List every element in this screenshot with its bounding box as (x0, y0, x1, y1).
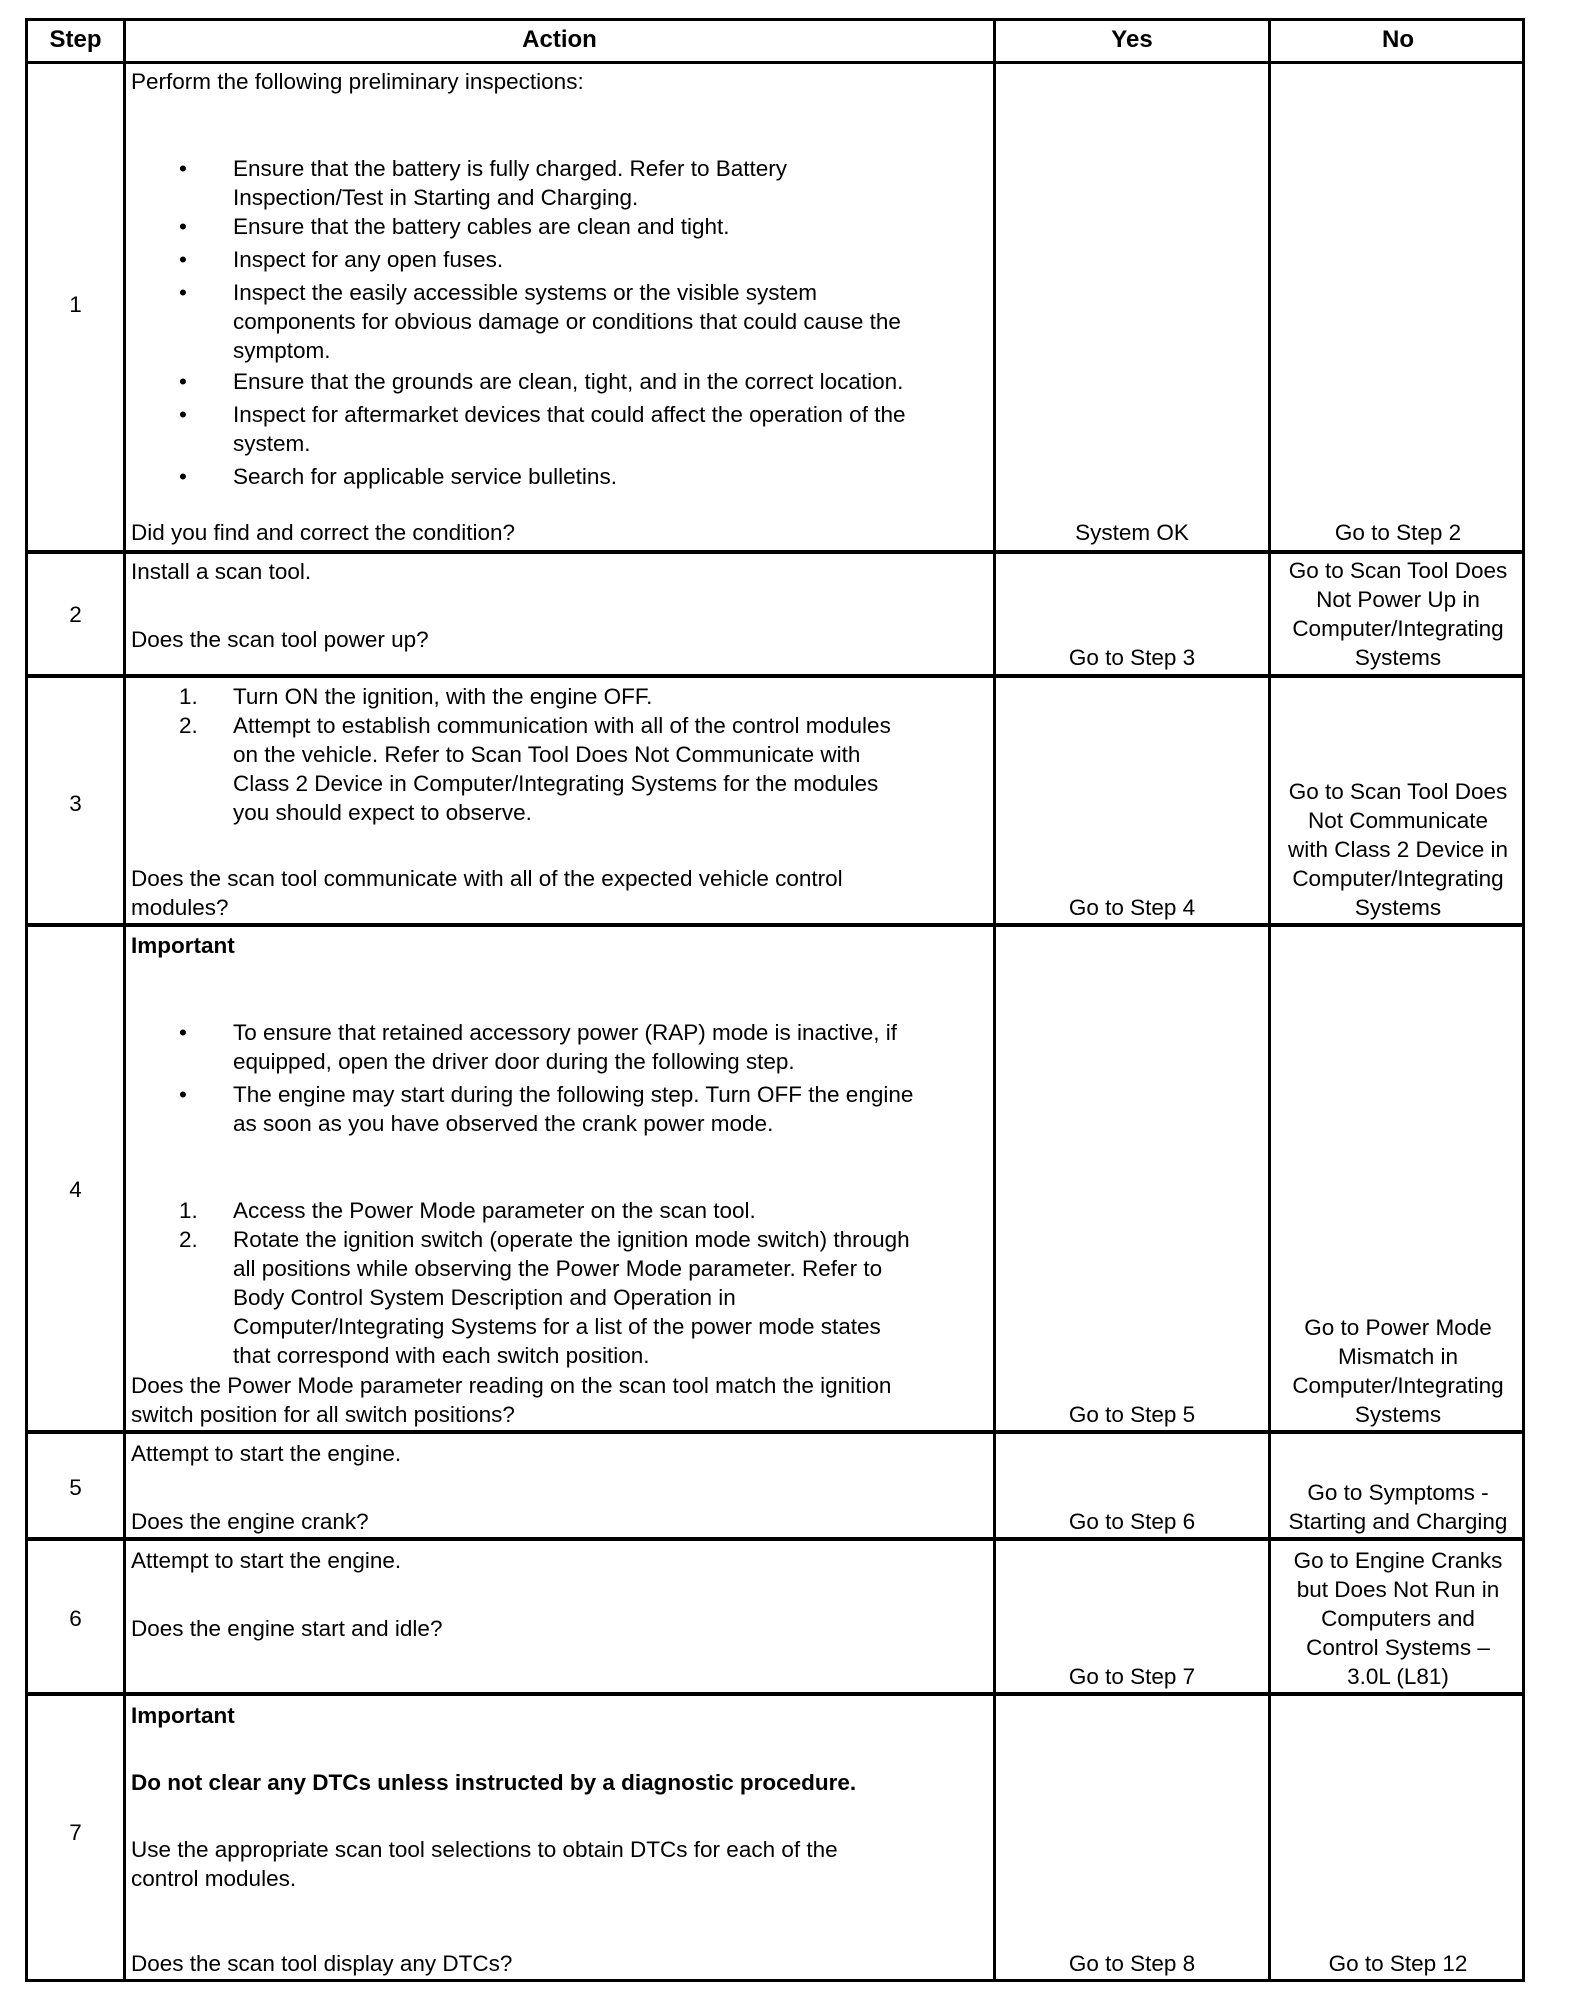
action-intro: Perform the following preliminary inspections: (131, 69, 584, 94)
yes-result: System OK (1075, 520, 1189, 545)
row-divider (28, 61, 1522, 64)
action-question: Does the scan tool display any DTCs? (131, 1951, 513, 1976)
important-label: Important (131, 933, 235, 958)
important-label: Important (131, 1703, 235, 1728)
column-divider (123, 21, 126, 1979)
bullet-item: • Inspect the easily accessible systems or the visible system components for obvious damage or conditions that could cause the symptom. (179, 280, 901, 363)
yes-result: Go to Step 6 (1068, 1509, 1196, 1534)
action-intro: Attempt to start the engine. (131, 1548, 402, 1573)
numbered-item: 1. Turn ON the ignition, with the engine OFF. (179, 684, 653, 709)
yes-result: Go to Step 7 (1068, 1664, 1196, 1689)
bullet-item: • Ensure that the battery cables are clean and tight. (179, 214, 730, 239)
bullet-item: • Inspect for aftermarket devices that could affect the operation of the system. (179, 402, 906, 456)
no-result: Go to Step 12 (1328, 1951, 1468, 1976)
row-divider (28, 1430, 1522, 1434)
numbered-item: 2. Rotate the ignition switch (operate the ignition mode switch) through all positions while observing the Power Mode parameter. Refer to Body Control System Description and Operation in Computer/Integrating Systems for a list of the power mode states that correspond with each switch position. (179, 1227, 910, 1368)
step-number: 7 (69, 1820, 82, 1845)
action-question: Did you find and correct the condition? (131, 520, 515, 545)
no-result: Go to Symptoms - Starting and Charging (1288, 1480, 1508, 1534)
step-number: 3 (69, 791, 82, 816)
action-intro: Install a scan tool. (131, 559, 312, 584)
action-cell (131, 931, 991, 1370)
bullet-item: • Inspect for any open fuses. (179, 247, 504, 272)
row-divider (28, 674, 1522, 678)
no-result: Go to Scan Tool Does Not Power Up in Computer/Integrating Systems (1288, 558, 1508, 670)
row-divider (28, 1692, 1522, 1696)
action-question: Does the scan tool power up? (131, 627, 429, 652)
step-number: 5 (69, 1475, 82, 1500)
bullet-item: • Ensure that the grounds are clean, tight, and in the correct location. (179, 369, 904, 394)
header-action: Action (522, 26, 597, 53)
bullet-item: • To ensure that retained accessory power (RAP) mode is inactive, if equipped, open the driver door during the following step. (179, 1020, 898, 1074)
action-intro: Attempt to start the engine. (131, 1441, 402, 1466)
no-result: Go to Engine Cranks but Does Not Run in Computers and Control Systems – 3.0L (L81) (1293, 1548, 1503, 1689)
header-no: No (1382, 26, 1414, 53)
action-body: Use the appropriate scan tool selections to obtain DTCs for each of the (131, 1837, 838, 1862)
numbered-item: 1. Access the Power Mode parameter on the scan tool. (179, 1198, 756, 1223)
row-divider (28, 1537, 1522, 1541)
action-question: Does the scan tool communicate with all of the expected vehicle control modules? (131, 866, 843, 920)
step-number: 4 (69, 1177, 82, 1202)
no-result: Go to Scan Tool Does Not Communicate with Class 2 Device in Computer/Integrating Systems (1287, 779, 1509, 920)
header-step: Step (49, 26, 102, 53)
action-cell (131, 67, 991, 491)
step-number: 6 (69, 1606, 82, 1631)
action-question: Does the engine crank? (131, 1509, 369, 1534)
diagnostic-table (25, 18, 1525, 1982)
bullet-item: • The engine may start during the following step. Turn OFF the engine as soon as you have observed the crank power mode. (179, 1082, 914, 1136)
yes-result: Go to Step 4 (1068, 895, 1196, 920)
row-divider (28, 550, 1522, 554)
header-yes: Yes (1111, 26, 1153, 53)
action-body: control modules. (131, 1866, 297, 1891)
action-cell (131, 1701, 991, 1893)
yes-result: Go to Step 8 (1068, 1951, 1196, 1976)
numbered-item: 2. Attempt to establish communication with all of the control modules on the vehicle. Refer to Scan Tool Does Not Communicate with Class 2 Device in Computer/Integrating Systems for the modules you should expect to observe. (179, 713, 891, 825)
action-cell (131, 682, 991, 827)
warning-text: Do not clear any DTCs unless instructed by a diagnostic procedure. (131, 1770, 857, 1795)
action-question: Does the Power Mode parameter reading on the scan tool match the ignition switch position for all switch positions? (131, 1373, 892, 1427)
step-number: 2 (69, 602, 82, 627)
row-divider (28, 923, 1522, 927)
bullet-item: • Search for applicable service bulletins. (179, 464, 617, 489)
no-result: Go to Power Mode Mismatch in Computer/Integrating Systems (1292, 1315, 1504, 1427)
no-result: Go to Step 2 (1334, 520, 1462, 545)
yes-result: Go to Step 5 (1068, 1402, 1196, 1427)
action-question: Does the engine start and idle? (131, 1616, 443, 1641)
step-number: 1 (69, 292, 82, 317)
bullet-item: • Ensure that the battery is fully charged. Refer to Battery Inspection/Test in Starting and Charging. (179, 156, 788, 210)
yes-result: Go to Step 3 (1068, 645, 1196, 670)
